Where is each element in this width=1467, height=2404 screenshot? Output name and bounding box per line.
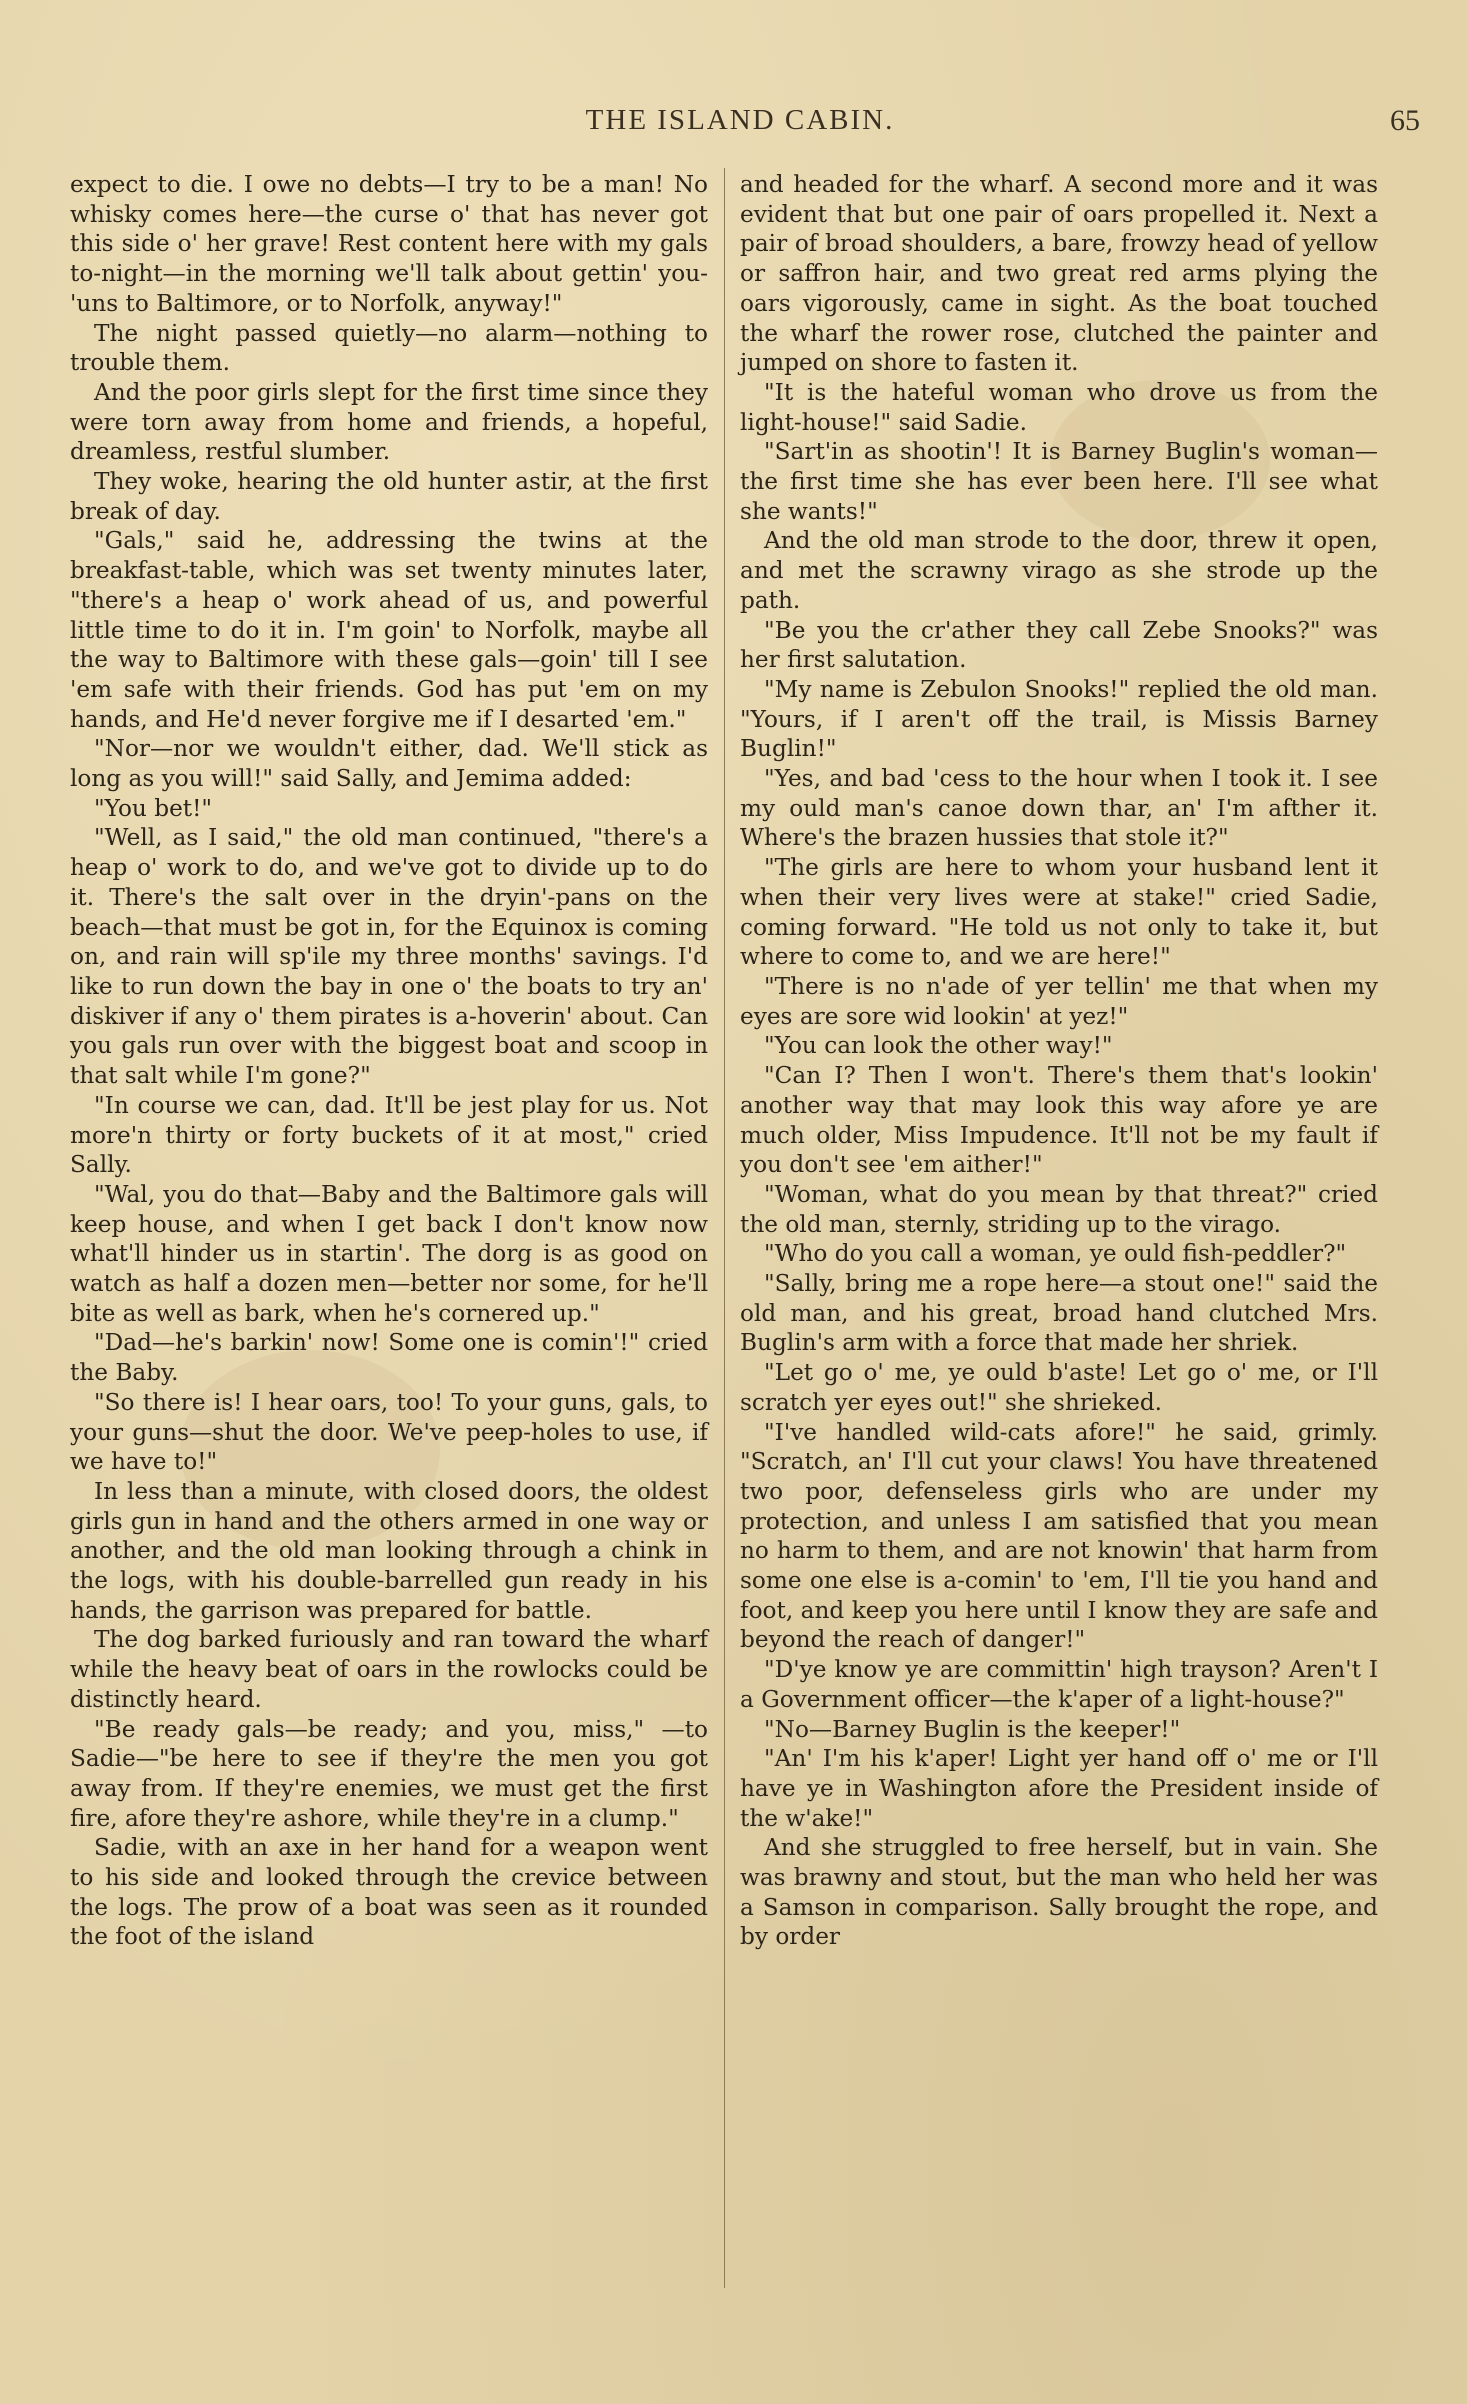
paragraph: "Can I? Then I won't. There's them that's lookin' another way that may look this way afore ye are much older, Miss Impudence. It'll not be my fault if you don't see 'em aither!" — [740, 1062, 1378, 1179]
paragraph: "You bet!" — [94, 794, 213, 822]
paragraph: The dog barked furiously and ran toward the wharf while the heavy beat of oars in the rowlocks could be distinctly heard. — [70, 1626, 708, 1713]
paragraph: expect to die. I owe no debts—I try to be a man! No whisky comes here—the curse o' that has never got this side o' her grave! Rest content here with my gals to-night—in the morning we'll talk about gettin' you-'uns to Baltimore, or to Norfolk, anyway!" — [70, 171, 708, 317]
paragraph: "My name is Zebulon Snooks!" replied the old man. "Yours, if I aren't off the trail, is Missis Barney Buglin!" — [740, 675, 1378, 763]
running-head — [60, 104, 1420, 144]
paragraph: "An' I'm his k'aper! Light yer hand off o' me or I'll have ye in Washington afore the President inside of the w'ake!" — [740, 1745, 1378, 1832]
paragraph: And she struggled to free herself, but in vain. She was brawny and stout, but the man who held her was a Samson in comparison. Sally brought the rope, and by order — [740, 1834, 1378, 1951]
right-column — [740, 170, 1378, 1952]
paragraph: "Well, as I said," the old man continued, "there's a heap o' work to do, and we've got to divide up to do it. There's the salt over in the dryin'-pans on the beach—that must be got in, for the Equinox is coming on, and rain will sp'ile my three months' savings. I'd like to run down the bay in one o' the boats to try an' diskiver if any o' them pirates is a-hoverin' about. Can you gals run over with the biggest boat and scoop in that salt while I'm gone?" — [70, 824, 708, 1090]
paragraph: "Nor—nor we wouldn't either, dad. We'll stick as long as you will!" said Sally, and Jemima added: — [70, 735, 708, 793]
paragraph: "Let go o' me, ye ould b'aste! Let go o' me, or I'll scratch yer eyes out!" she shrieked. — [740, 1359, 1378, 1416]
paragraph: and headed for the wharf. A second more and it was evident that but one pair of oars propelled it. Next a pair of broad shoulders, a bare, frowzy head of yellow or saffron hair, and two great red arms plying the oars vigorously, came in sight. As the boat touched the wharf the rower rose, clutched the painter and jumped on shore to fasten it. — [740, 171, 1378, 377]
paragraph: "You can look the other way!" — [764, 1032, 1113, 1060]
paragraph: "D'ye know ye are committin' high trayson? Aren't I a Government officer—the k'aper of a light-house?" — [740, 1656, 1378, 1713]
paragraph: "It is the hateful woman who drove us from the light-house!" said Sadie. — [740, 378, 1378, 436]
paragraph: "Gals," said he, addressing the twins at the breakfast-table, which was set twenty minutes later, "there's a heap o' work ahead of us, and powerful little time to do it in. I'm goin' to Norfolk, maybe all the way to Baltimore with these gals—goin' till I see 'em safe with their friends. God has put 'em on my hands, and He'd never forgive me if I desarted 'em." — [70, 527, 708, 733]
paragraph: "Dad—he's barkin' now! Some one is comin'!" cried the Baby. — [70, 1329, 708, 1387]
paragraph: The night passed quietly—no alarm—nothing to trouble them. — [70, 319, 708, 377]
paragraph: "Who do you call a woman, ye ould fish-peddler?" — [764, 1240, 1347, 1268]
paragraph: "There is no n'ade of yer tellin' me that when my eyes are sore wid lookin' at yez!" — [740, 972, 1378, 1030]
paragraph: "So there is! I hear oars, too! To your guns, gals, to your guns—shut the door. We've peep-holes to use, if we have to!" — [70, 1388, 708, 1476]
paragraph: "No—Barney Buglin is the keeper!" — [764, 1715, 1181, 1743]
paragraph: "Be ready gals—be ready; and you, miss," —to Sadie—"be here to see if they're the men you got away from. If they're enemies, we must get the first fire, afore they're ashore, while they're in a clump." — [70, 1715, 708, 1832]
paragraph: "In course we can, dad. It'll be jest play for us. Not more'n thirty or forty buckets of it at most," cried Sally. — [70, 1091, 708, 1179]
left-column — [70, 170, 708, 1952]
paragraph: "I've handled wild-cats afore!" he said, grimly. "Scratch, an' I'll cut your claws! You have threatened two poor, defenseless girls who are under my protection, and unless I am satisfied that you mean no harm to them, and are not knowin' that harm from some one else is a-comin' to 'em, I'll tie you hand and foot, and keep you here until I know they are safe and beyond the reach of danger!" — [740, 1418, 1378, 1654]
paragraph: "Sart'in as shootin'! It is Barney Buglin's woman—the first time she has ever been here. I'll see what she wants!" — [740, 438, 1378, 525]
paragraph: "Sally, bring me a rope here—a stout one!" said the old man, and his great, broad hand clutched Mrs. Buglin's arm with a force that made her shriek. — [740, 1270, 1378, 1357]
paragraph: "Woman, what do you mean by that threat?" cried the old man, sternly, striding up to the virago. — [740, 1180, 1378, 1238]
paragraph: And the old man strode to the door, threw it open, and met the scrawny virago as she strode up the path. — [740, 527, 1378, 614]
paragraph: "Wal, you do that—Baby and the Baltimore gals will keep house, and when I get back I don't know now what'll hinder us in startin'. The dorg is as good on watch as half a dozen men—better nor some, for he'll bite as well as bark, when he's cornered up." — [70, 1180, 708, 1327]
paragraph: "The girls are here to whom your husband lent it when their very lives were at stake!" cried Sadie, coming forward. "He told us not only to take it, but where to come to, and we are here!" — [740, 854, 1378, 971]
paragraph: "Be you the cr'ather they call Zebe Snooks?" was her first salutation. — [740, 616, 1378, 674]
paragraph: And the poor girls slept for the first time since they were torn away from home and friends, a hopeful, dreamless, restful slumber. — [70, 378, 708, 466]
paragraph: Sadie, with an axe in her hand for a weapon went to his side and looked through the crevice between the logs. The prow of a boat was seen as it rounded the foot of the island — [70, 1834, 708, 1951]
page-number: 65 — [1390, 104, 1420, 137]
page-title: THE ISLAND CABIN. — [585, 104, 895, 136]
paragraph: They woke, hearing the old hunter astir, at the first break of day. — [70, 468, 708, 525]
column-divider — [724, 168, 725, 2288]
paragraph: In less than a minute, with closed doors, the oldest girls gun in hand and the others armed in one way or another, and the old man looking through a chink in the logs, with his double-barrelled gun ready in his hands, the garrison was prepared for battle. — [70, 1477, 708, 1624]
paragraph: "Yes, and bad 'cess to the hour when I took it. I see my ould man's canoe down thar, an' I'm afther it. Where's the brazen hussies that stole it?" — [740, 765, 1378, 852]
